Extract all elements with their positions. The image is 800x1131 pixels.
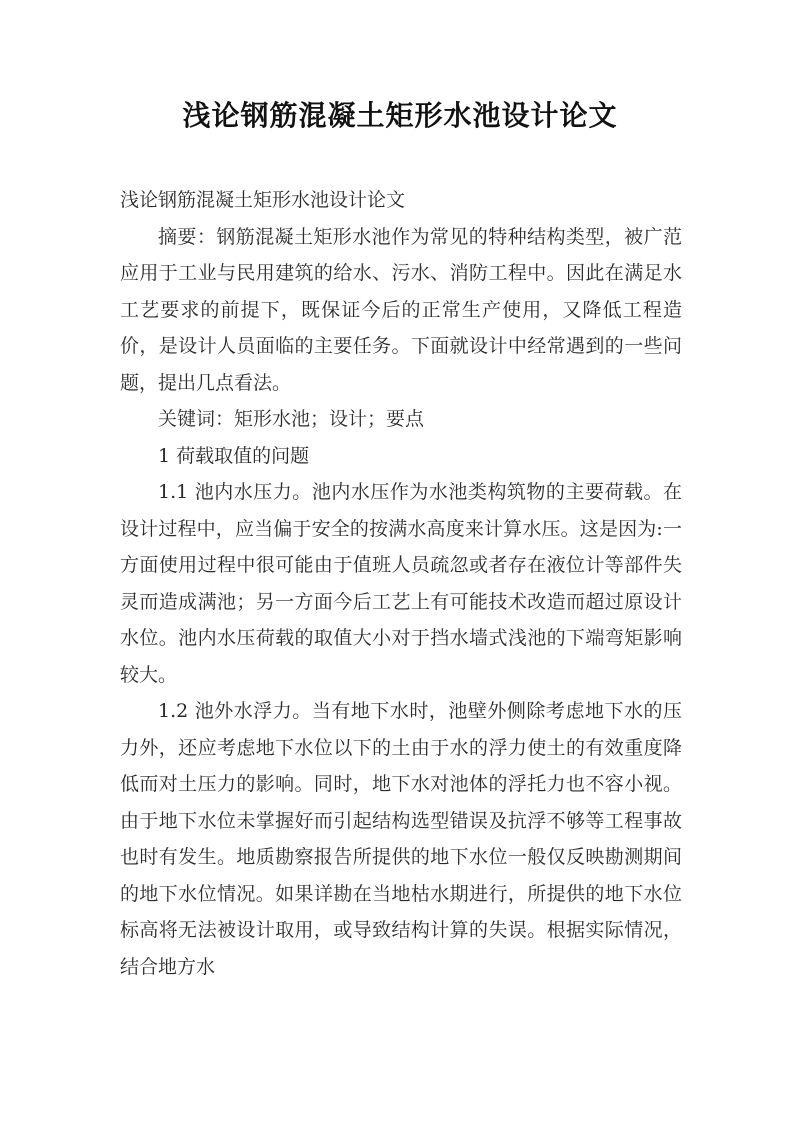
section-1-1-paragraph: 1.1 池内水压力。池内水压作为水池类构筑物的主要荷载。在设计过程中，应当偏于安全的按满水高度来计算水压。这是因为:一方面使用过程中很可能由于值班人员疏忽或者存在液位计等部件失灵而造成满池；另一方面今后工艺上有可能技术改造而超过原设计水位。池内水压荷载的取值大小对于挡水墙式浅池的下端弯矩影响较大。 [120, 481, 682, 686]
section-heading: 1 荷载取值的问题 [158, 444, 310, 467]
document-body [120, 182, 682, 985]
document-title: 浅论钢筋混凝土矩形水池设计论文 [182, 99, 618, 132]
subtitle-paragraph: 浅论钢筋混凝土矩形水池设计论文 [120, 189, 406, 211]
section-1-2-paragraph: 1.2 池外水浮力。当有地下水时，池壁外侧除考虑地下水的压力外，还应考虑地下水位以下的土由于水的浮力使土的有效重度降低而对土压力的影响。同时，地下水对池体的浮托力也不容小视。由于地下水位未掌握好而引起结构选型错误及抗浮不够等工程事故也时有发生。地质勘察报告所提供的地下水位一般仅反映勘测期间的地下水位情况。如果详勘在当地枯水期进行，所提供的地下水位标高将无法被设计取用，或导致结构计算的失误。根据实际情况，结合地方水 [120, 700, 682, 978]
abstract-paragraph: 摘要：钢筋混凝土矩形水池作为常见的特种结构类型，被广范应用于工业与民用建筑的给水、污水、消防工程中。因此在满足水工艺要求的前提下，既保证今后的正常生产使用，又降低工程造价，是设计人员面临的主要任务。下面就设计中经常遇到的一些问题，提出几点看法。 [120, 225, 682, 394]
keywords-paragraph: 关键词：矩形水池；设计；要点 [158, 408, 425, 430]
